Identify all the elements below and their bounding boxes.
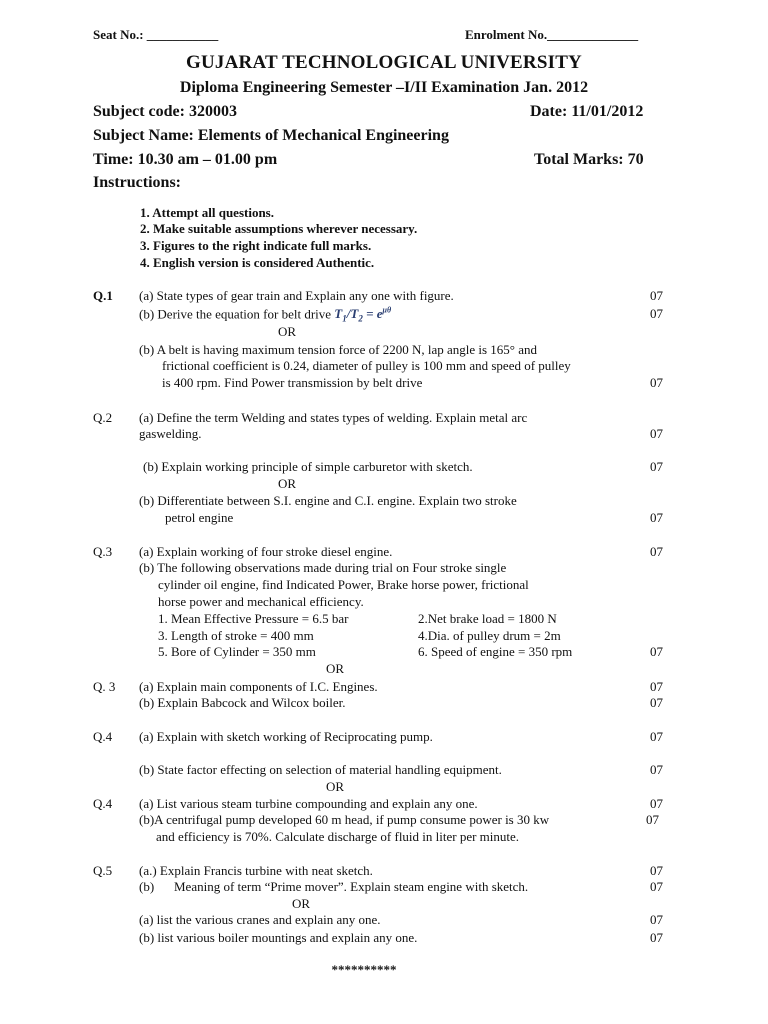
question-q2b-alt-line: petrol engine: [165, 510, 234, 525]
question-number-q4: Q.4: [93, 729, 113, 744]
marks: 07: [650, 426, 663, 441]
instructions-label: Instructions:: [93, 174, 182, 191]
question-q3b-line: horse power and mechanical efficiency.: [158, 594, 364, 609]
question-number-q2: Q.2: [93, 410, 113, 425]
observation-item: 4.Dia. of pulley drum = 2m: [418, 628, 561, 643]
observation-item: 1. Mean Effective Pressure = 6.5 bar: [158, 611, 349, 626]
exam-time: Time: 10.30 am – 01.00 pm: [93, 151, 278, 168]
question-q5alt-b: (b) list various boiler mountings and explain any one.: [139, 930, 418, 945]
question-q5a: (a.) Explain Francis turbine with neat sketch.: [139, 863, 373, 878]
marks: 07: [650, 912, 663, 927]
belt-tension-formula: $T_1/T_2 = e^{\mu\theta}$: [334, 306, 392, 324]
marks: 07: [650, 762, 663, 777]
marks: 07: [650, 288, 663, 303]
instruction-item: 2. Make suitable assumptions wherever necessary.: [140, 221, 418, 236]
question-q1b-alt-line: frictional coefficient is 0.24, diameter of pulley is 100 mm and speed of pulley: [162, 358, 571, 373]
marks: 07: [650, 863, 663, 878]
or-separator: OR: [292, 896, 311, 911]
end-of-paper-marker: **********: [331, 962, 397, 977]
question-q2a: (a) Define the term Welding and states types of welding. Explain metal arc: [139, 410, 528, 425]
question-q4a: (a) Explain with sketch working of Reciprocating pump.: [139, 729, 433, 744]
question-q5b: Meaning of term “Prime mover”. Explain steam engine with sketch.: [174, 879, 529, 894]
seat-number-field: Seat No.: ___________: [93, 27, 219, 42]
marks: 07: [650, 459, 663, 474]
marks: 07: [650, 695, 663, 710]
question-q1b-alt: (b) A belt is having maximum tension force of 2200 N, lap angle is 165° and: [139, 342, 538, 357]
instruction-item: 3. Figures to the right indicate full marks.: [140, 238, 372, 253]
question-q2b: (b) Explain working principle of simple carburetor with sketch.: [143, 459, 473, 474]
enrolment-number-field: Enrolment No.______________: [465, 27, 639, 42]
question-q5alt-a: (a) list the various cranes and explain any one.: [139, 912, 381, 927]
or-separator: OR: [326, 661, 345, 676]
marks: 07: [650, 544, 663, 559]
or-separator: OR: [278, 476, 297, 491]
marks: 07: [650, 306, 663, 321]
question-q4alt-b-line: and efficiency is 70%. Calculate discharge of fluid in liter per minute.: [156, 829, 520, 844]
marks: 07: [650, 729, 663, 744]
or-separator: OR: [278, 324, 297, 339]
instruction-item: 1. Attempt all questions.: [140, 205, 274, 220]
observation-item: 6. Speed of engine = 350 rpm: [418, 644, 573, 659]
observation-item: 5. Bore of Cylinder = 350 mm: [158, 644, 316, 659]
question-number-q5: Q.5: [93, 863, 113, 878]
question-q2b-alt: (b) Differentiate between S.I. engine and C.I. engine. Explain two stroke: [139, 493, 517, 508]
question-number-q3: Q.3: [93, 544, 113, 559]
question-q1a: (a) State types of gear train and Explain any one with figure.: [139, 288, 454, 303]
question-number-q4-alt: Q.4: [93, 796, 113, 811]
subject-code: Subject code: 320003: [93, 103, 237, 120]
marks: 07: [650, 796, 663, 811]
subject-name: Subject Name: Elements of Mechanical Engineering: [93, 127, 449, 144]
question-number-q1: Q.1: [93, 288, 113, 303]
question-q4b: (b) State factor effecting on selection of material handling equipment.: [139, 762, 502, 777]
question-q2a-line: gaswelding.: [139, 426, 202, 441]
or-separator: OR: [326, 779, 345, 794]
question-q3a: (a) Explain working of four stroke diesel engine.: [139, 544, 393, 559]
exam-title: Diploma Engineering Semester –I/II Examination Jan. 2012: [179, 79, 589, 96]
question-q5b-number: (b): [139, 879, 155, 894]
question-q1b: [139, 306, 391, 324]
marks: 07: [650, 879, 663, 894]
observation-item: 2.Net brake load = 1800 N: [418, 611, 557, 626]
marks: 07: [650, 644, 663, 659]
question-q4alt-a: (a) List various steam turbine compounding and explain any one.: [139, 796, 478, 811]
marks: 07: [646, 812, 659, 827]
question-q3b-line: cylinder oil engine, find Indicated Power, Brake horse power, frictional: [158, 577, 529, 592]
marks: 07: [650, 510, 663, 525]
question-q1b-alt-line: is 400 rpm. Find Power transmission by belt drive: [162, 375, 423, 390]
question-q3alt-b: (b) Explain Babcock and Wilcox boiler.: [139, 695, 346, 710]
observation-item: 3. Length of stroke = 400 mm: [158, 628, 314, 643]
university-title: GUJARAT TECHNOLOGICAL UNIVERSITY: [186, 52, 582, 73]
marks: 07: [650, 679, 663, 694]
marks: 07: [650, 930, 663, 945]
question-q4alt-b: (b)A centrifugal pump developed 60 m head, if pump consume power is 30 kw: [139, 812, 550, 827]
question-q3alt-a: (a) Explain main components of I.C. Engines.: [139, 679, 378, 694]
question-q3b: (b) The following observations made during trial on Four stroke single: [139, 560, 507, 575]
marks: 07: [650, 375, 663, 390]
instruction-item: 4. English version is considered Authentic.: [140, 255, 375, 270]
question-q1b-text: (b) Derive the equation for belt drive: [139, 306, 332, 322]
question-number-q3-alt: Q. 3: [93, 679, 116, 694]
exam-date: Date: 11/01/2012: [530, 103, 644, 120]
total-marks: Total Marks: 70: [534, 151, 644, 168]
